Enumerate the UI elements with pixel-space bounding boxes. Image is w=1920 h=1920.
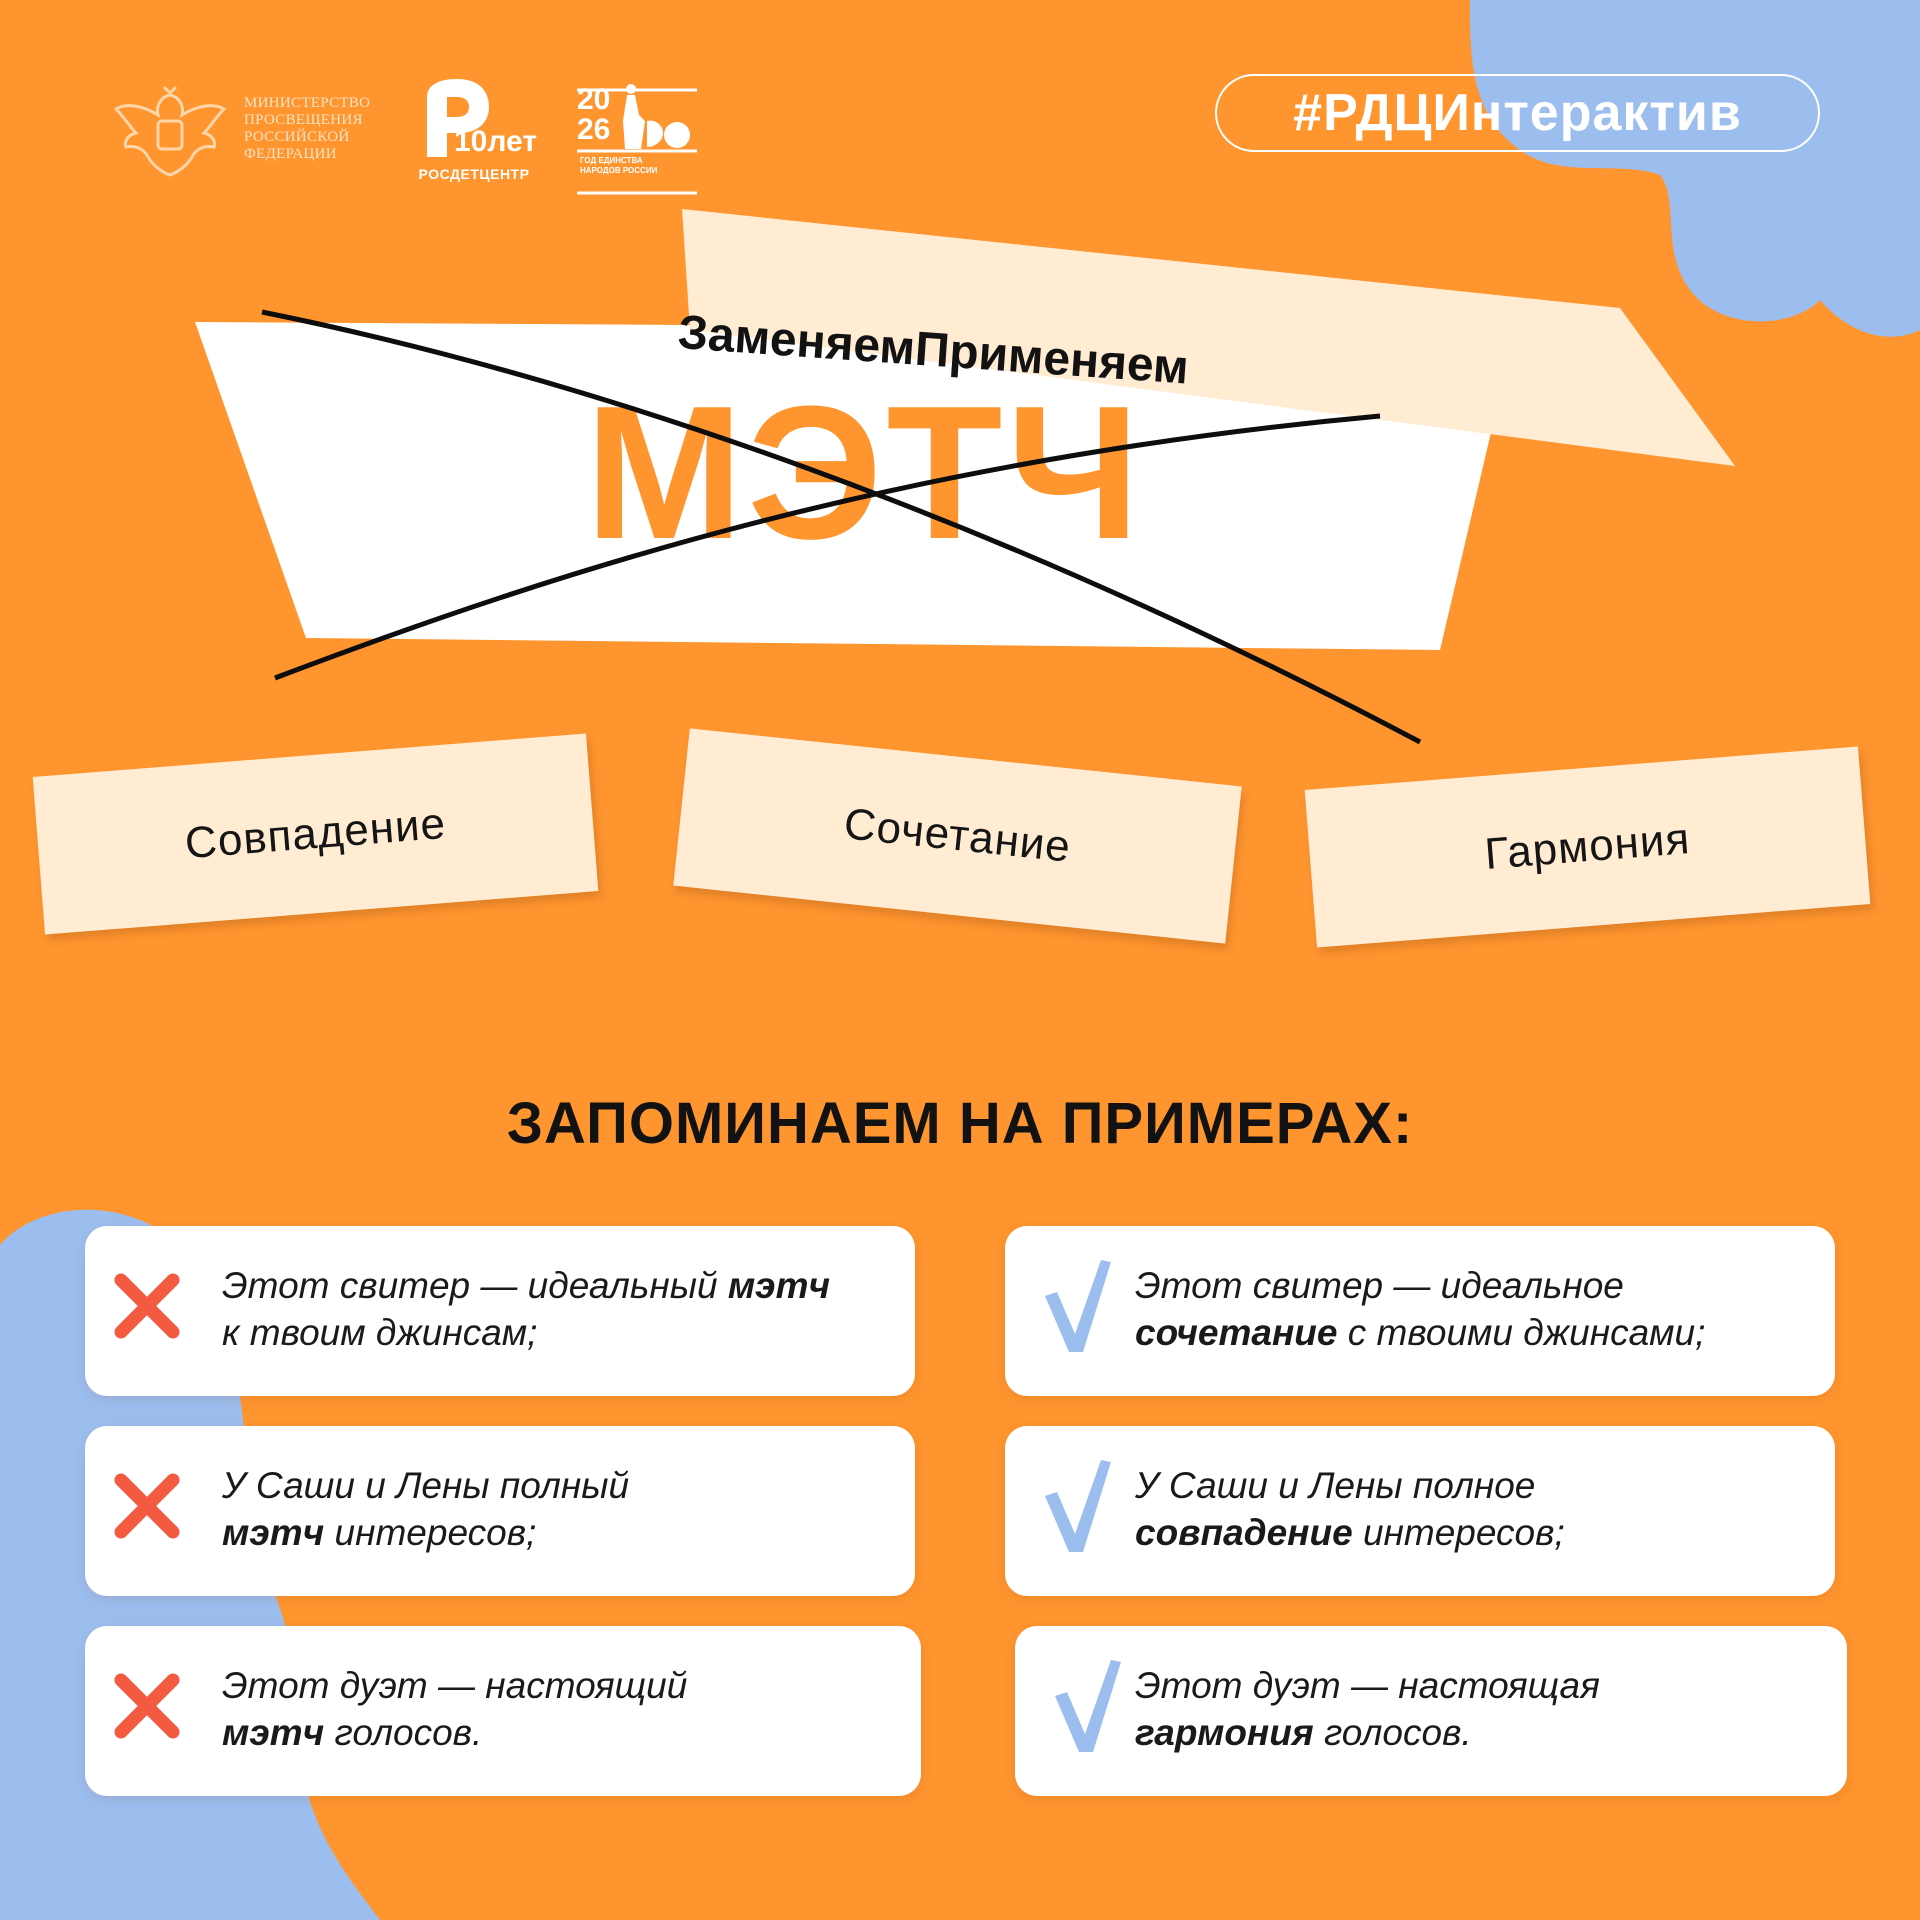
example-card-right: [1015, 1626, 1847, 1796]
check-icon: [1043, 1456, 1113, 1554]
cross-line: [262, 312, 1420, 742]
rdc-name: РОСДЕТЦЕНТР: [418, 166, 530, 182]
example-card-right: [1005, 1426, 1835, 1596]
example-text: Этот дуэт — настоящая гармония голосов.: [1135, 1665, 1600, 1753]
ministry-line: РОССИЙСКОЙ: [244, 129, 350, 145]
banner-label: ЗаменяемПрименяем: [676, 305, 1191, 395]
cross-icon: [107, 1266, 187, 1346]
cross-icon: [107, 1666, 187, 1746]
synonym-label: Сочетание: [841, 799, 1074, 872]
check-icon: [1043, 1256, 1113, 1354]
example-text: Этот свитер — идеальный мэтч к твоим джинсам;: [222, 1265, 831, 1353]
synonym-label: Совпадение: [183, 798, 448, 869]
hashtag-badge: #РДЦИнтерактив: [1215, 74, 1820, 152]
example-card-wrong: [85, 1426, 915, 1596]
example-card-wrong: [85, 1226, 915, 1396]
example-text: Этот свитер — идеальное сочетание с твоими джинсами;: [1135, 1265, 1706, 1353]
cross-icon: [107, 1466, 187, 1546]
example-text: У Саши и Лены полный мэтч интересов;: [222, 1465, 630, 1553]
example-text: Этот дуэт — настоящий мэтч голосов.: [222, 1665, 688, 1753]
synonym-label: Гармония: [1482, 814, 1692, 879]
year-bottom: 26: [577, 113, 611, 146]
ministry-line: ФЕДЕРАЦИИ: [244, 146, 337, 162]
examples-heading: ЗАПОМИНАЕМ НА ПРИМЕРАХ:: [506, 1091, 1414, 1156]
year-caption-line: ГОД ЕДИНСТВА: [580, 156, 643, 165]
year-caption-line: НАРОДОВ РОССИИ: [580, 166, 658, 175]
crossed-word: МЭТЧ: [585, 367, 1145, 579]
ministry-line: ПРОСВЕЩЕНИЯ: [244, 112, 363, 128]
check-icon: [1053, 1656, 1123, 1754]
example-text: У Саши и Лены полное совпадение интересов;: [1135, 1465, 1565, 1553]
example-card-wrong: [85, 1626, 921, 1796]
rdc-years: 10лет: [454, 125, 538, 158]
year-top: 20: [577, 83, 611, 116]
example-card-right: [1005, 1226, 1835, 1396]
ministry-line: МИНИСТЕРСТВО: [244, 95, 371, 111]
